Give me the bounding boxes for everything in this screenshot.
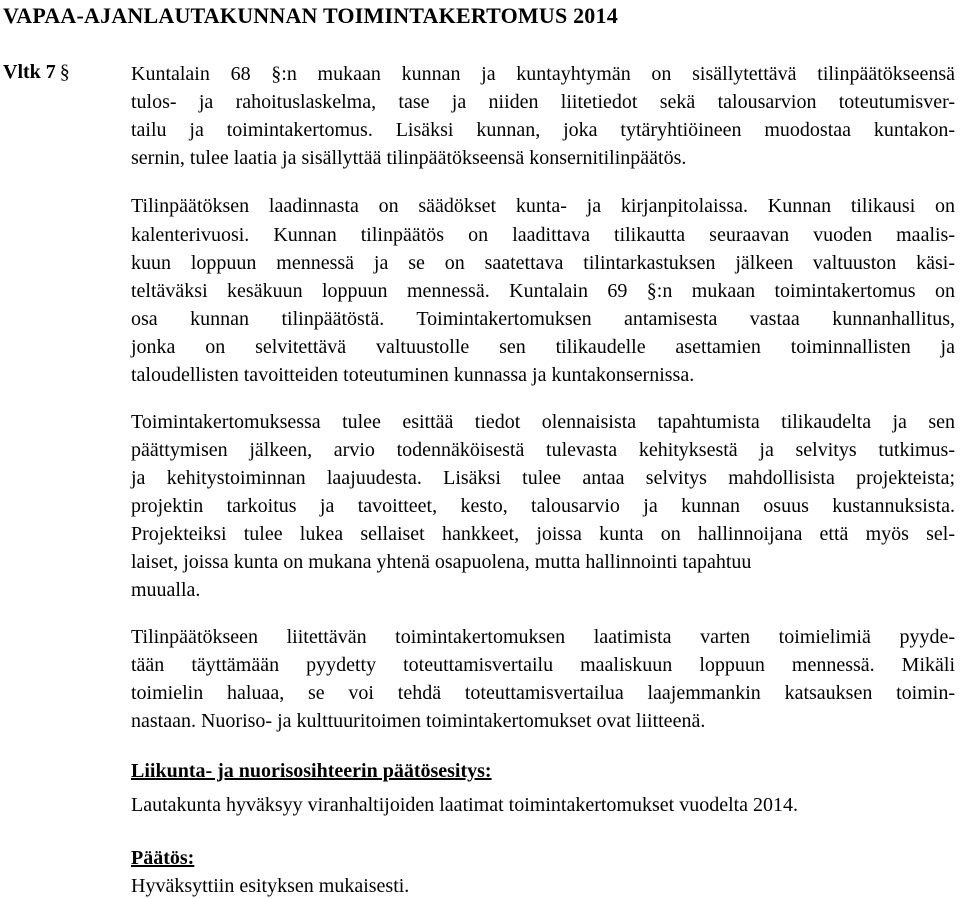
paragraph-3-line: projektin tarkoitus ja tavoitteet, kesto, talousarvio ja kunnan osuus kustannuksista. <box>131 495 955 517</box>
paragraph-3-line: ja kehitystoiminnan laajuudesta. Lisäksi tulee antaa selvitys mahdollisista projekteista; <box>131 467 955 489</box>
paragraph-3-line: Toimintakertomuksessa tulee esittää tiedot olennaisista tapahtumista tilikaudelta ja sen <box>131 411 955 433</box>
paragraph-1-line: Kuntalain 68 §:n mukaan kunnan ja kuntayhtymän on sisällytettävä tilinpäätökseensä <box>131 63 955 85</box>
document-title: VAPAA-AJANLAUTAKUNNAN TOIMINTAKERTOMUS 2014 <box>3 3 618 28</box>
paragraph-2-line: jonka on selvitettävä valtuustolle sen tilikaudelle asettamien toiminnallisten ja <box>131 336 955 358</box>
paragraph-4-line: Tilinpäätökseen liitettävän toimintakertomuksen laatimista varten toimielimiä pyyde- <box>131 626 955 648</box>
paragraph-1-line: tailu ja toimintakertomus. Lisäksi kunnan, joka tytäryhtiöineen muodostaa kuntakon- <box>131 119 955 141</box>
paragraph-2-line: teltäväksi kesäkuun loppuun mennessä. Kuntalain 69 §:n mukaan toimintakertomus on <box>131 280 955 302</box>
section-label <box>3 61 70 84</box>
paragraph-3-line: muualla. <box>131 579 201 601</box>
paragraph-1-line: sernin, tulee laatia ja sisällyttää tilinpäätökseensä konsernitilinpäätös. <box>131 147 687 169</box>
paragraph-4-line: tään täyttämään pyydetty toteuttamisvertailu maaliskuun loppuun mennessä. Mikäli <box>131 654 955 676</box>
section-sign: § <box>59 61 70 83</box>
paragraph-2-line: kuun loppuun mennessä ja se on saatettava tilintarkastuksen jälkeen valtuuston käsi- <box>131 252 955 274</box>
paragraph-4-line: toimielin haluaa, se voi tehdä toteuttamisvertailua laajemmankin katsauksen toimin- <box>131 682 955 704</box>
paragraph-3-line: Projekteiksi tulee lukea sellaiset hankkeet, joissa kunta on hallinnoijana että myös sel- <box>131 523 955 545</box>
paragraph-3-line: päättymisen jälkeen, arvio todennäköisestä tulevasta kehityksestä ja selvitys tutkimus- <box>131 439 955 461</box>
paragraph-2-line: taloudellisten tavoitteiden toteutuminen kunnassa ja kuntakonsernissa. <box>131 364 695 386</box>
decision-heading: Päätös: <box>131 847 195 869</box>
paragraph-3-line: laiset, joissa kunta on mukana yhtenä osapuolena, mutta hallinnointi tapahtuu <box>131 551 752 573</box>
paragraph-4-line: nastaan. Nuoriso- ja kulttuuritoimen toimintakertomukset ovat liitteenä. <box>131 710 706 732</box>
section-number: Vltk 7 <box>3 61 56 83</box>
paragraph-1-line: tulos- ja rahoituslaskelma, tase ja niiden liitetiedot sekä talousarvion toteutumisver- <box>131 91 955 113</box>
paragraph-2-line: Tilinpäätöksen laadinnasta on säädökset kunta- ja kirjanpitolaissa. Kunnan tilikausi on <box>131 195 955 217</box>
paragraph-2-line: osa kunnan tilinpäätöstä. Toimintakertomuksen antamisesta vastaa kunnanhallitus, <box>131 308 955 330</box>
proposal-heading: Liikunta- ja nuorisosihteerin päätösesitys: <box>131 760 492 782</box>
paragraph-2-line: kalenterivuosi. Kunnan tilinpäätös on laadittava tilikautta seuraavan vuoden maalis- <box>131 224 955 246</box>
decision-text: Hyväksyttiin esityksen mukaisesti. <box>131 875 410 897</box>
proposal-text: Lautakunta hyväksyy viranhaltijoiden laatimat toimintakertomukset vuodelta 2014. <box>131 794 799 816</box>
